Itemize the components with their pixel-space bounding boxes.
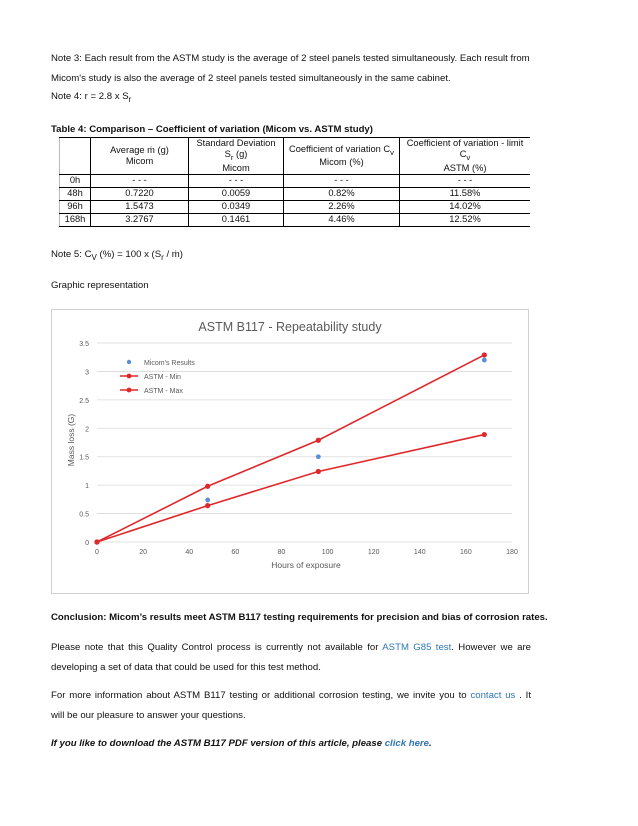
series-line-1 <box>97 435 484 542</box>
note-4 <box>51 91 131 106</box>
x-tick-label: 140 <box>413 549 426 556</box>
legend-label: Micom's Results <box>144 360 195 367</box>
header-sd-line1: Standard Deviation <box>196 138 276 148</box>
conclusion: Conclusion: Micom’s results meet ASTM B117 testing requirements for precision and bias of corrosion rates. <box>51 612 548 623</box>
click-here-link[interactable]: click here <box>384 738 429 749</box>
y-tick-label: 1 <box>85 483 89 491</box>
paragraph-2-line-2: will be our pleasure to answer your questions. <box>51 710 246 721</box>
contact-us-link[interactable]: contact us <box>470 690 516 701</box>
note-5 <box>51 249 183 264</box>
table-header-row <box>60 138 531 175</box>
table-header-cell <box>400 138 531 175</box>
y-tick-labels <box>79 341 89 547</box>
scatter-point <box>482 358 487 363</box>
header-sd-line3: Micom <box>222 162 250 173</box>
x-tick-label: 80 <box>277 549 286 556</box>
table-cell: 2.26% <box>284 200 400 213</box>
y-tick-label: 2 <box>85 426 89 434</box>
paragraph-2-text-after: . It <box>515 690 532 701</box>
series-point <box>482 352 487 357</box>
note-3-line-1: Note 3: Each result from the ASTM study is the average of 2 steel panels tested simultaneously. Each result from <box>51 53 530 64</box>
note-5-sub-v: V <box>91 252 97 262</box>
table-cell: 12.52% <box>400 213 531 226</box>
table-row <box>60 187 531 200</box>
table-cell: - - - <box>91 174 189 187</box>
x-tick-labels <box>95 549 518 556</box>
note-5-middle: (%) = 100 x (S <box>96 249 162 260</box>
table-header-cell <box>91 138 189 175</box>
header-cv-line2: Micom (%) <box>319 157 364 168</box>
note-3-line-2: Micom's study is also the average of 2 steel panels tested simultaneously in the same cabinet. <box>51 73 451 84</box>
x-tick-label: 180 <box>506 549 518 556</box>
paragraph-1-line-1 <box>51 642 531 654</box>
x-tick-label: 160 <box>460 549 472 556</box>
download-text: If you like to download the ASTM B117 PDF version of this article, please <box>51 738 385 749</box>
series-point <box>94 539 99 544</box>
note-5-suffix: / ṁ) <box>163 249 183 260</box>
header-sd-line2: $S_r$ (g) <box>224 149 248 162</box>
x-tick-label: 60 <box>231 549 240 556</box>
header-limit-line2: ASTM (%) <box>443 162 487 173</box>
note-5-text: Note 5: C <box>51 249 92 260</box>
table-row <box>60 174 531 187</box>
scatter-point <box>205 498 210 503</box>
table-header-cell <box>60 138 91 175</box>
paragraph-1-line-2: developing a set of data that could be used for this test method. <box>51 662 321 673</box>
table-cell: 4.46% <box>284 213 400 226</box>
table-cell: - - - <box>400 174 531 187</box>
series-point <box>316 469 321 474</box>
legend-label: ASTM - Max <box>144 388 183 395</box>
comparison-table <box>59 137 530 227</box>
table-cell: - - - <box>189 174 284 187</box>
x-tick-label: 20 <box>139 549 148 556</box>
header-average-line1: Average ṁ (g) <box>110 144 169 155</box>
legend-label: ASTM - Min <box>144 374 181 381</box>
legend-point-marker <box>127 388 132 393</box>
series-point <box>316 438 321 443</box>
chart-container <box>51 309 529 594</box>
table-cell: 0.1461 <box>189 213 284 226</box>
y-tick-label: 0.5 <box>79 511 89 519</box>
table-cell: 14.02% <box>400 200 531 213</box>
y-tick-label: 3.5 <box>79 341 89 348</box>
note-4-subscript: r <box>128 94 132 104</box>
header-average-line2: Micom <box>125 155 154 166</box>
legend-point-marker <box>127 360 131 364</box>
note-5-sub-r: r <box>161 252 164 262</box>
header-limit-line1: Coefficient of variation - limit $C_v$ <box>406 138 524 162</box>
table-row <box>60 200 531 213</box>
table-cell: 96h <box>60 200 91 213</box>
paragraph-2-line-1 <box>51 690 531 702</box>
table-cell: 11.58% <box>400 187 531 200</box>
table-cell: - - - <box>284 174 400 187</box>
paragraph-2-text: For more information about ASTM B117 testing or additional corrosion testing, we invite you to <box>51 690 471 701</box>
graphic-heading: Graphic representation <box>51 280 149 291</box>
astm-g85-link[interactable]: ASTM G85 test <box>382 642 452 653</box>
x-tick-label: 100 <box>321 549 334 556</box>
table-cell: 48h <box>60 187 91 200</box>
table-cell: 0.7220 <box>91 187 189 200</box>
x-tick-label: 40 <box>185 549 194 556</box>
download-text-after: . <box>429 738 432 749</box>
x-tick-label: 120 <box>367 549 380 556</box>
x-axis-label: Hours of exposure <box>271 560 341 570</box>
note-4-text: Note 4: r = 2.8 x S <box>51 91 129 102</box>
repeatability-chart <box>52 310 528 593</box>
legend-point-marker <box>127 374 132 379</box>
series-point <box>205 503 210 508</box>
table-cell: 0.82% <box>284 187 400 200</box>
table-cell: 0.0059 <box>189 187 284 200</box>
table-row <box>60 213 531 226</box>
table-caption: Table 4: Comparison – Coefficient of variation (Micom vs. ASTM study) <box>51 124 373 135</box>
chart-title: ASTM B117 - Repeatability study <box>198 320 382 334</box>
y-tick-label: 1.5 <box>79 454 89 462</box>
series-point <box>205 484 210 489</box>
y-axis-label: Mass loss (G) <box>66 413 76 467</box>
table-cell: 0h <box>60 174 91 187</box>
y-tick-label: 0 <box>85 540 89 547</box>
table-cell: 168h <box>60 213 91 226</box>
series-layer <box>94 352 487 544</box>
table-cell: 0.0349 <box>189 200 284 213</box>
comparison-table-wrapper <box>59 137 530 229</box>
download-line <box>51 738 432 750</box>
table-cell: 1.5473 <box>91 200 189 213</box>
y-tick-label: 2.5 <box>79 397 89 405</box>
table-body <box>60 174 531 226</box>
table-header-cell <box>284 138 400 175</box>
table-cell: 3.2767 <box>91 213 189 226</box>
paragraph-1-text-after: . However we are <box>451 642 532 653</box>
table-header-cell <box>189 138 284 175</box>
header-cv-line1: Coefficient of variation $C_v$ <box>289 143 394 157</box>
y-tick-label: 3 <box>85 369 89 377</box>
scatter-point <box>316 454 321 459</box>
x-tick-label: 0 <box>95 549 99 556</box>
paragraph-1-text: Please note that this Quality Control process is currently not available for <box>51 642 383 653</box>
series-point <box>482 432 487 437</box>
chart-legend <box>120 360 195 395</box>
